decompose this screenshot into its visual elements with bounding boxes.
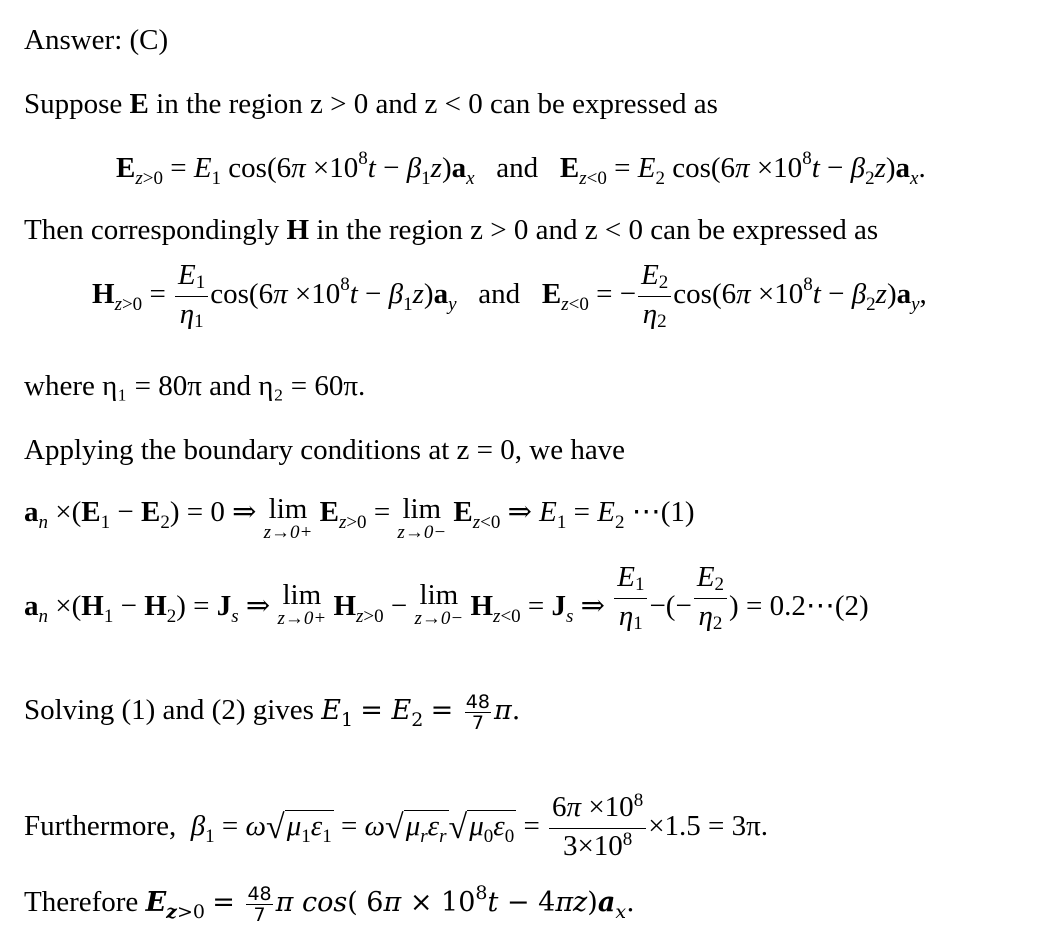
suppose-text-1: Suppose [24, 88, 130, 120]
equation-E-and: and [496, 152, 539, 184]
equation-H-fields: $H_{z>0}$ = $\frac{E1}{\eta 1}$ $\cos(6\pi \times 10^8t - \beta_1z)a_y$ and $E_{z<0}$ = − $\frac{E2}{\eta 2}$ $\cos(6\pi \times 10^8t - \beta_2z)a_y$, [92, 259, 927, 332]
suppose-E-symbol: E [129, 88, 149, 120]
applying-line: Applying the boundary conditions at z = 0, we have [24, 434, 626, 466]
then-text-1: Then correspondingly [24, 214, 287, 246]
answer-line: Answer: (C) [24, 24, 169, 56]
therefore-line: Therefore $E_{z>0}$ = $\frac{48}{7}$ π cos( $6\pi \times 10^8t - 4\pi z)a_x$. [24, 882, 635, 926]
suppose-line [24, 86, 718, 122]
then-line [24, 212, 878, 248]
equation-E-fields: $E_{z>0} = E_1$ $\cos(6\pi \times 10^8t - \beta_1z)a_x$ and $E_{z<0} = E_2$ $\cos(6\pi \times 10^8t - \beta_2z)a_x$. [116, 148, 926, 189]
furthermore-tail: ×1.5 = 3π. [648, 810, 769, 843]
solving-line: Solving (1) and (2) gives $E_1 = E_2$ = $\frac{48}{7}$ π. [24, 691, 521, 734]
bc1-tag: ⋯(1) [631, 496, 695, 528]
boundary-condition-2: $a_n \times(H_1 - H_2) = J_s$ ⇒ lim z→0+ $H_{z>0} - \lim$ z→0− $H_{z<0} = J_s$ ⇒ $\frac{E1}{\eta 1}$ −(− $\frac{E2}{\eta 2}$ ) = 0.2⋯(2) [24, 561, 869, 634]
furthermore-text: Furthermore, [24, 810, 184, 843]
therefore-text: Therefore [24, 886, 146, 919]
where-line: where η₁ = 80π and η₂ = 60π. [24, 370, 366, 402]
boundary-condition-1: $a_n \times(E_1 - E_2) = 0$ ⇒ lim z→0+ $E_{z>0} = \lim$ z→0− $E_{z<0}$ ⇒ $E_1 = E_2$ ⋯(1) [24, 493, 695, 543]
furthermore-line: Furthermore, $\beta_1 = \omega√\mu_1\varepsilon_1 = \omega√\mu_r\varepsilon_r√\mu_0\varepsilon_0$ = $\frac{6\pi \times 10^8}{3\times 10^8}$ ×1.5 = 3π. [24, 790, 769, 862]
solving-text: Solving (1) and (2) gives [24, 694, 322, 727]
bc2-tag: = 0.2⋯(2) [745, 590, 869, 623]
then-text-2: in the region z > 0 and z < 0 can be expressed as [309, 214, 879, 246]
then-H-symbol: H [286, 214, 310, 246]
equation-H-and: and [478, 278, 521, 311]
suppose-text-2: in the region z > 0 and z < 0 can be expressed as [148, 88, 718, 120]
